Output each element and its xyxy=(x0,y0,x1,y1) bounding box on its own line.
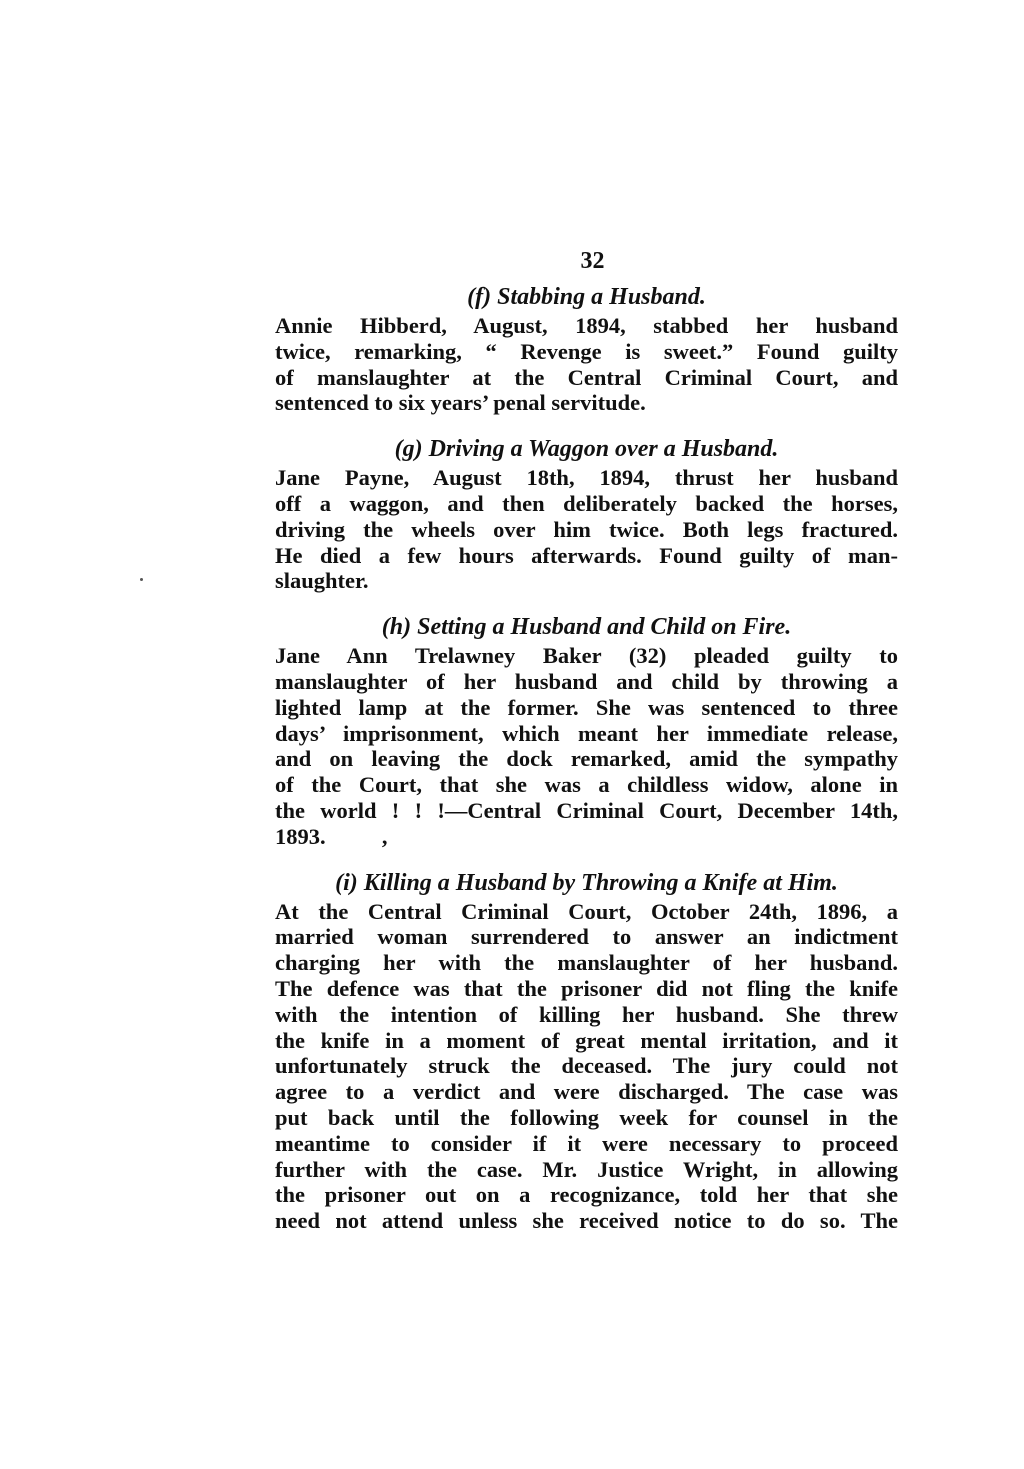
text-line: of the Court, that she was a childless widow, alone in xyxy=(275,772,898,798)
section-paragraph-f xyxy=(275,313,898,416)
section-paragraph-i xyxy=(275,899,898,1234)
text-line: He died a few hours afterwards. Found guilty of man- xyxy=(275,542,898,568)
section-heading-i: (i) Killing a Husband by Throwing a Knife at Him. xyxy=(335,869,838,896)
section-heading-f: (f) Stabbing a Husband. xyxy=(467,284,706,310)
text-line: days’ imprisonment, which meant her immediate release, xyxy=(275,720,898,746)
text-line: Jane Ann Trelawney Baker (32) pleaded guilty to xyxy=(275,643,898,669)
text-line: further with the case. Mr. Justice Wright, in allowing xyxy=(275,1156,898,1182)
section-paragraph-g xyxy=(275,465,898,594)
text-line: married woman surrendered to answer an indictment xyxy=(275,924,898,950)
text-line: need not attend unless she received notice to do so. The xyxy=(275,1208,898,1234)
text-line: off a waggon, and then deliberately backed the horses, xyxy=(275,490,898,516)
text-line: agree to a verdict and were discharged. The case was xyxy=(275,1079,898,1105)
section-heading-g: (g) Driving a Waggon over a Husband. xyxy=(394,436,779,463)
text-line: with the intention of killing her husband. She threw xyxy=(275,1001,898,1027)
section-paragraph-h xyxy=(275,643,898,849)
text-line: Jane Payne, August 18th, 1894, thrust her husband xyxy=(275,465,898,491)
text-line: driving the wheels over him twice. Both legs fractured. xyxy=(275,516,898,542)
text-line: the prisoner out on a recognizance, told her that she xyxy=(275,1182,898,1208)
text-line: and on leaving the dock remarked, amid the sympathy xyxy=(275,746,898,772)
text-line: Annie Hibberd, August, 1894, stabbed her husband xyxy=(275,313,898,338)
text-line: the world ! ! !—Central Criminal Court, December 14th, xyxy=(275,797,898,823)
text-line: 1893. , xyxy=(275,823,388,849)
text-line: meantime to consider if it were necessary to proceed xyxy=(275,1130,898,1156)
text-line: of manslaughter at the Central Criminal Court, and xyxy=(275,364,898,390)
text-line: The defence was that the prisoner did not fling the knife xyxy=(275,975,898,1001)
section-heading-h: (h) Setting a Husband and Child on Fire. xyxy=(381,614,792,641)
text-line: twice, remarking, “ Revenge is sweet.” Found guilty xyxy=(275,338,898,364)
text-line: manslaughter of her husband and child by throwing a xyxy=(275,668,898,694)
text-line: unfortunately struck the deceased. The jury could not xyxy=(275,1053,898,1079)
text-line: lighted lamp at the former. She was sentenced to three xyxy=(275,694,898,720)
text-line: sentenced to six years’ penal servitude. xyxy=(275,390,646,416)
text-line: At the Central Criminal Court, October 24th, 1896, a xyxy=(275,898,898,924)
page-number: 32 xyxy=(580,248,605,274)
text-line: the knife in a moment of great mental irritation, and it xyxy=(275,1027,898,1053)
text-line: slaughter. xyxy=(275,568,369,594)
stray-ink-dot xyxy=(140,578,143,581)
text-line: put back until the following week for counsel in the xyxy=(275,1104,898,1130)
text-line: charging her with the manslaughter of her husband. xyxy=(275,950,898,976)
book-page xyxy=(275,248,898,1254)
